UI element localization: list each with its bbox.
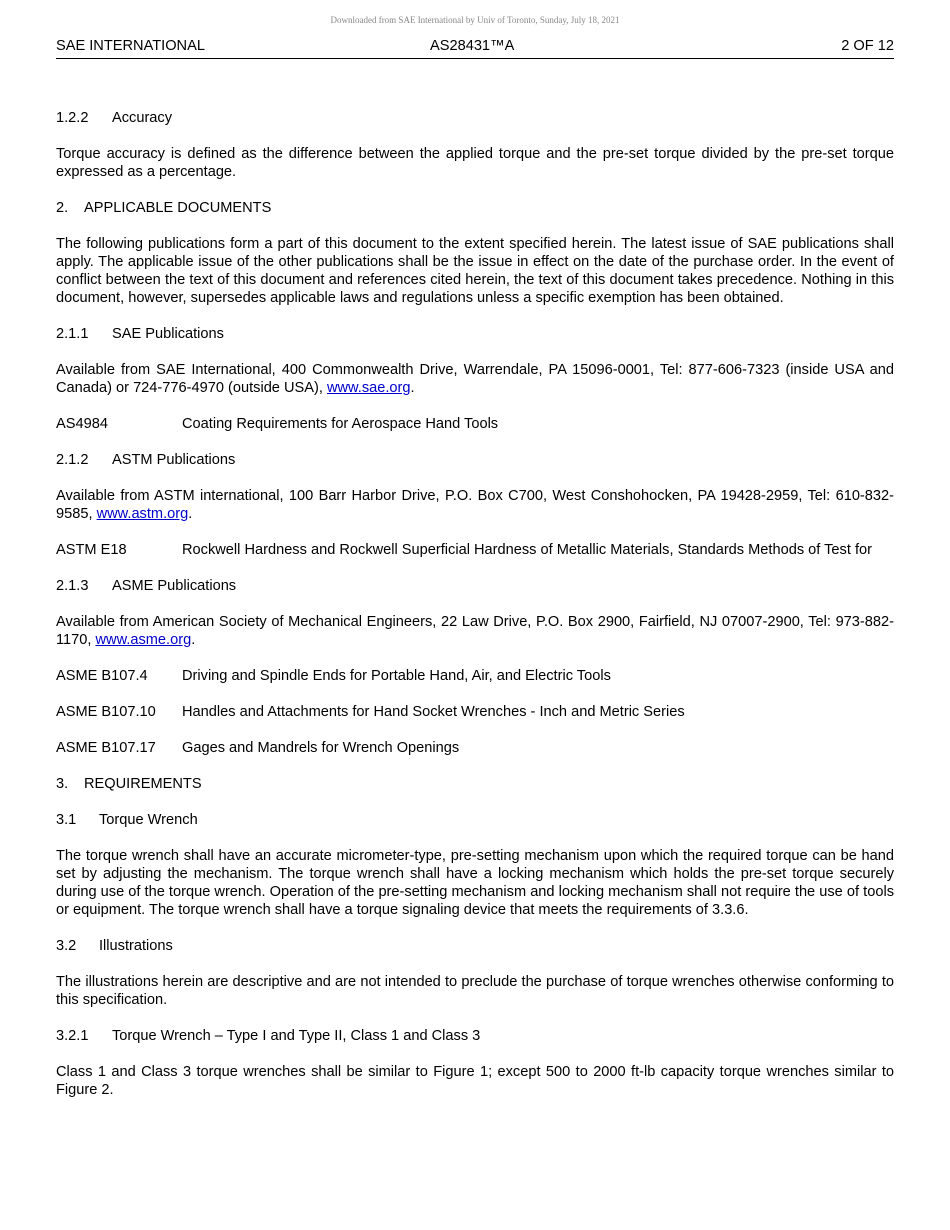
astm-address-text: Available from ASTM international, 100 Barr Harbor Drive, P.O. Box C700, West Conshohocken, PA 19428-2959, Tel: 610-832-9585, bbox=[56, 488, 894, 522]
download-watermark: Downloaded from SAE International by Univ of Toronto, Sunday, July 18, 2021 bbox=[330, 15, 620, 25]
section-number: 2. bbox=[56, 200, 69, 216]
document-body bbox=[56, 109, 894, 1099]
section-number: 2.1.1 bbox=[56, 326, 89, 342]
heading-2-1-1 bbox=[56, 325, 894, 343]
heading-3 bbox=[56, 775, 894, 793]
heading-3-1 bbox=[56, 811, 894, 829]
section-title: Torque Wrench bbox=[99, 812, 198, 828]
asme-address-text: Available from American Society of Mechanical Engineers, 22 Law Drive, P.O. Box 2900, Fairfield, NJ 07007-2900, Tel: 973-882-1170, bbox=[56, 614, 894, 648]
reference-title: Driving and Spindle Ends for Portable Hand, Air, and Electric Tools bbox=[182, 668, 611, 684]
section-number: 3.1 bbox=[56, 812, 77, 828]
paragraph-asme-availability bbox=[56, 613, 894, 649]
period: . bbox=[191, 632, 196, 648]
section-number: 2.1.2 bbox=[56, 452, 89, 468]
page-header bbox=[56, 38, 894, 59]
section-title: APPLICABLE DOCUMENTS bbox=[84, 200, 272, 216]
reference-code: ASTM E18 bbox=[56, 542, 127, 558]
period: . bbox=[188, 506, 193, 522]
asme-website-link[interactable]: www.asme.org bbox=[95, 632, 192, 648]
heading-2-1-3 bbox=[56, 577, 894, 595]
section-title: REQUIREMENTS bbox=[84, 776, 202, 792]
paragraph-applicable-documents: The following publications form a part of this document to the extent specified herein. The latest issue of SAE publications shall apply. The applicable issue of the other publications shall be the issue in effect on the date of the purchase order. In the event of conflict between the text of this document and references cited herein, the text of this document takes precedence. Nothing in this document, however, supersedes applicable laws and regulations unless a specific exemption has been obtained. bbox=[56, 236, 894, 306]
reference-asme-b107-4 bbox=[56, 667, 894, 685]
reference-code: ASME B107.10 bbox=[56, 704, 156, 720]
heading-3-2-1 bbox=[56, 1027, 894, 1045]
paragraph-illustrations: The illustrations herein are descriptive and are not intended to preclude the purchase of torque wrenches otherwise conforming to this specification. bbox=[56, 974, 894, 1008]
reference-astm-e18 bbox=[56, 541, 894, 559]
reference-code: ASME B107.4 bbox=[56, 668, 148, 684]
reference-title: Gages and Mandrels for Wrench Openings bbox=[182, 740, 460, 756]
sae-website-link[interactable]: www.sae.org bbox=[326, 380, 411, 396]
heading-2 bbox=[56, 199, 894, 217]
heading-3-2 bbox=[56, 937, 894, 955]
astm-website-link[interactable]: www.astm.org bbox=[96, 506, 189, 522]
reference-title: Coating Requirements for Aerospace Hand Tools bbox=[182, 416, 499, 432]
paragraph-class-1-3: Class 1 and Class 3 torque wrenches shall be similar to Figure 1; except 500 to 2000 ft-lb capacity torque wrenches similar to Figure 2. bbox=[56, 1064, 894, 1098]
paragraph-astm-availability bbox=[56, 487, 894, 523]
heading-1-2-2 bbox=[56, 109, 894, 127]
paragraph-torque-wrench: The torque wrench shall have an accurate micrometer-type, pre-setting mechanism upon which the required torque can be hand set by adjusting the mechanism. The torque wrench shall have a locking mechanism which holds the pre-set torque securely during use of the torque wrench. Operation of the pre-setting mechanism and locking mechanism shall not require the use of tools or equipment. The torque wrench shall have a torque signaling device that meets the requirements of 3.3.6. bbox=[56, 848, 894, 918]
reference-title: Rockwell Hardness and Rockwell Superficial Hardness of Metallic Materials, Standards Methods of Test for bbox=[182, 542, 872, 558]
reference-code: AS4984 bbox=[56, 416, 108, 432]
header-org: SAE INTERNATIONAL bbox=[56, 38, 205, 54]
section-title: Accuracy bbox=[112, 110, 173, 126]
reference-code: ASME B107.17 bbox=[56, 740, 156, 756]
reference-asme-b107-10 bbox=[56, 703, 894, 721]
paragraph-sae-availability bbox=[56, 361, 894, 397]
period: . bbox=[410, 380, 415, 396]
heading-2-1-2 bbox=[56, 451, 894, 469]
paragraph-accuracy: Torque accuracy is defined as the difference between the applied torque and the pre-set torque divided by the pre-set torque expressed as a percentage. bbox=[56, 146, 894, 180]
section-title: SAE Publications bbox=[112, 326, 224, 342]
header-page-number: 2 OF 12 bbox=[841, 38, 894, 54]
section-number: 2.1.3 bbox=[56, 578, 89, 594]
reference-title: Handles and Attachments for Hand Socket Wrenches - Inch and Metric Series bbox=[182, 704, 685, 720]
section-title: ASTM Publications bbox=[112, 452, 236, 468]
section-number: 3.2 bbox=[56, 938, 77, 954]
section-number: 1.2.2 bbox=[56, 110, 89, 126]
section-number: 3. bbox=[56, 776, 69, 792]
section-title: Illustrations bbox=[99, 938, 173, 954]
section-title: ASME Publications bbox=[112, 578, 237, 594]
section-title: Torque Wrench – Type I and Type II, Class 1 and Class 3 bbox=[112, 1028, 481, 1044]
reference-asme-b107-17 bbox=[56, 739, 894, 757]
sae-address-text: Available from SAE International, 400 Commonwealth Drive, Warrendale, PA 15096-0001, Tel: 877-606-7323 (inside USA and Canada) or 724-776-4970 (outside USA), bbox=[56, 362, 894, 396]
section-number: 3.2.1 bbox=[56, 1028, 89, 1044]
reference-as4984 bbox=[56, 415, 894, 433]
header-doc-number: AS28431™A bbox=[430, 38, 515, 54]
